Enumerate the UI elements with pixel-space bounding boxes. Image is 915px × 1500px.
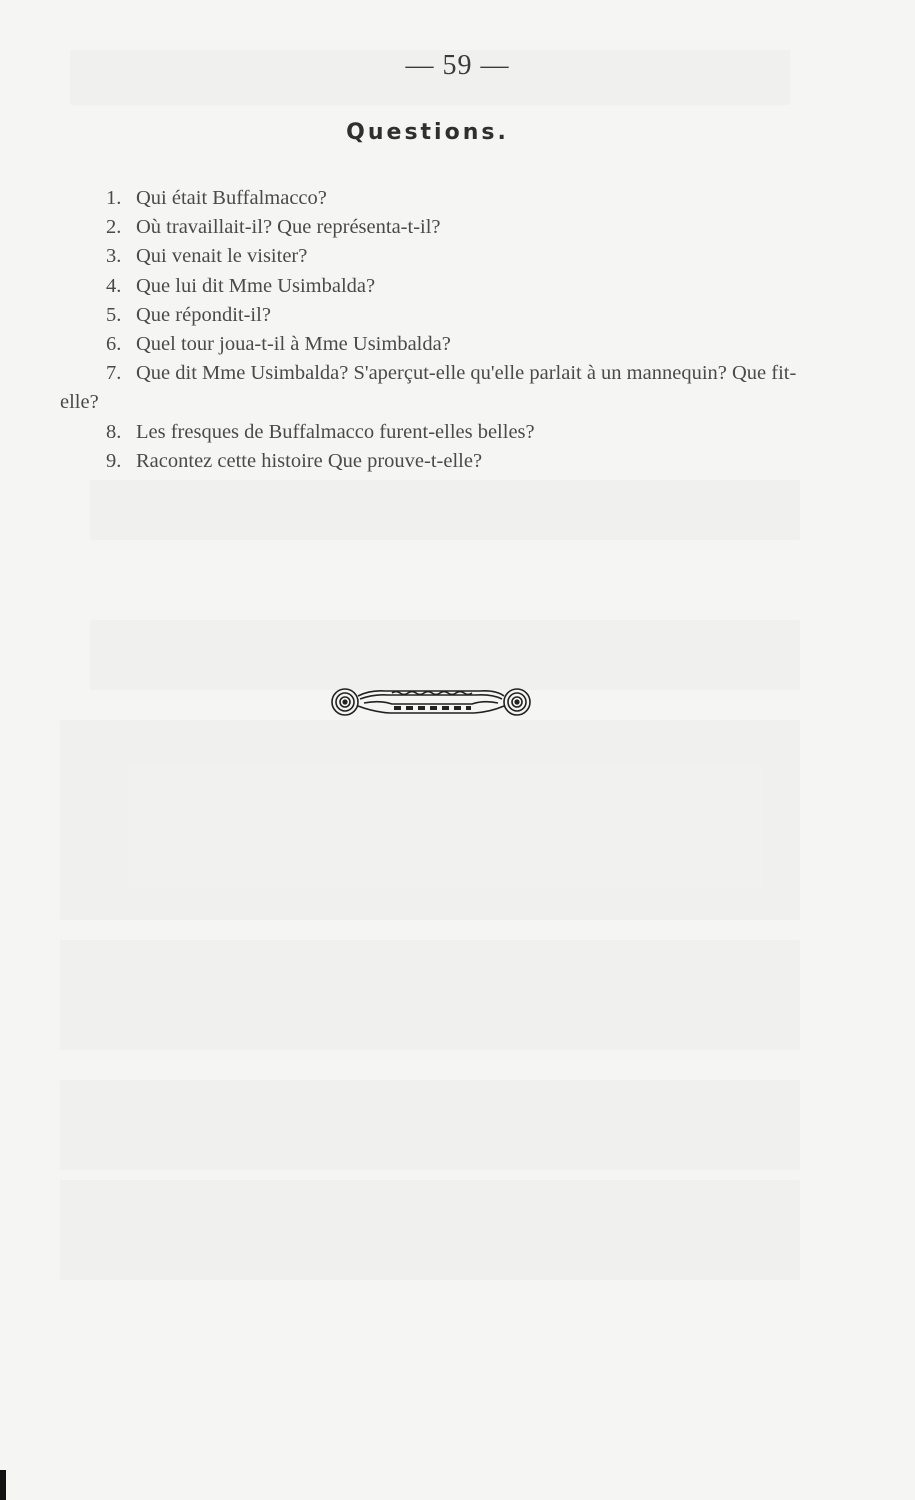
question-text: Les fresques de Buffalmacco furent-elles belles? <box>136 420 535 443</box>
question-number: 1. <box>106 187 122 209</box>
question-item <box>60 242 810 271</box>
question-text: Quel tour joua-t-il à Mme Usimbalda? <box>136 333 451 356</box>
question-number: 8. <box>106 420 122 443</box>
question-number: 7. <box>106 362 122 385</box>
scroll-ornament-icon <box>330 682 532 722</box>
question-text: Racontez cette histoire Que prouve-t-elle? <box>136 449 483 472</box>
question-number: 9. <box>106 449 122 472</box>
question-item <box>60 272 810 301</box>
question-text: Qui venait le visiter? <box>136 245 308 268</box>
question-item <box>60 330 810 359</box>
question-item <box>60 359 810 417</box>
question-item <box>60 301 810 330</box>
section-heading: Questions. <box>346 120 509 145</box>
question-item <box>60 213 810 242</box>
question-number: 6. <box>106 333 122 356</box>
question-text: Où travaillait-il? Que représenta-t-il? <box>136 216 441 239</box>
question-list <box>60 184 810 476</box>
question-number: 5. <box>106 303 122 326</box>
question-text: Qui était Buffalmacco? <box>136 187 327 209</box>
question-item <box>60 418 810 447</box>
question-text: Que répondit-il? <box>136 303 271 326</box>
question-item <box>60 184 810 213</box>
scan-edge-mark <box>0 1470 6 1500</box>
question-item <box>60 447 810 476</box>
question-text: Que dit Mme Usimbalda? S'aperçut-elle qu'elle parlait à un mannequin? Que fit-elle? <box>60 362 797 414</box>
question-text: Que lui dit Mme Usimbalda? <box>136 274 376 297</box>
question-number: 3. <box>106 245 122 268</box>
question-number: 4. <box>106 274 122 297</box>
page-number: — 59 — <box>405 50 510 81</box>
question-number: 2. <box>106 216 122 239</box>
